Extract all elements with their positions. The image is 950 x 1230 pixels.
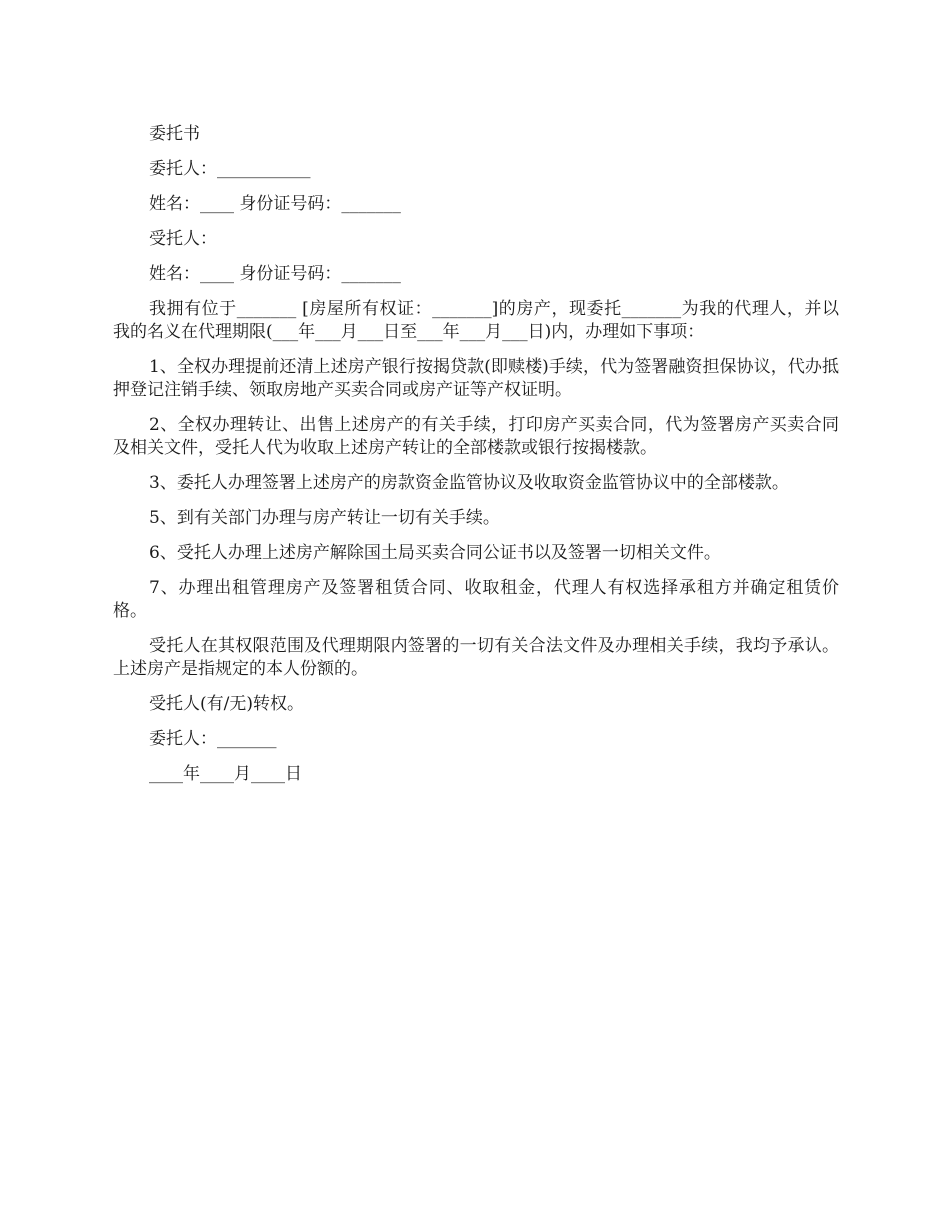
list-item: 3、委托人办理签署上述房产的房款资金监管协议及收取资金监管协议中的全部楼款。 [149,473,789,493]
document-body [113,123,839,798]
list-item: 5、到有关部门办理与房产转让一切有关手续。 [149,508,500,528]
signature-line: 委托人：_______ [149,729,277,749]
principal-line: 委托人：___________ [149,159,311,179]
list-item: 6、受托人办理上述房产解除国土局买卖合同公证书以及签署一切相关文件。 [149,543,721,563]
document-title: 委托书 [149,124,200,144]
acknowledgement-paragraph: 受托人在其权限范围及代理期限内签署的一切有关合法文件及办理相关手续，我均予承认。上述房产是指规定的本人份额的。 [113,636,839,679]
date-line: ____年____月____日 [149,764,302,784]
agent-line: 受托人： [149,229,217,249]
list-item: 1、全权办理提前还清上述房产银行按揭贷款(即赎楼)手续，代为签署融资担保协议，代办抵押登记注销手续、领取房地产买卖合同或房产证等产权证明。 [113,357,839,400]
intro-paragraph: 我拥有位于_______ [房屋所有权证：_______]的房产，现委托_______为我的代理人，并以我的名义在代理期限(___年___月___日至___年___月___日)内，办理如下事项： [113,299,839,342]
list-item: 7、办理出租管理房产及签署租赁合同、收取租金，代理人有权选择承租方并确定租赁价格。 [113,578,839,621]
principal-id-line: 姓名：____ 身份证号码：_______ [149,194,401,214]
list-item: 2、全权办理转让、出售上述房产的有关手续，打印房产买卖合同，代为签署房产买卖合同及相关文件，受托人代为收取上述房产转让的全部楼款或银行按揭楼款。 [113,415,839,458]
transfer-right-line: 受托人(有/无)转权。 [149,694,304,714]
agent-id-line: 姓名：____ 身份证号码：_______ [149,264,401,284]
